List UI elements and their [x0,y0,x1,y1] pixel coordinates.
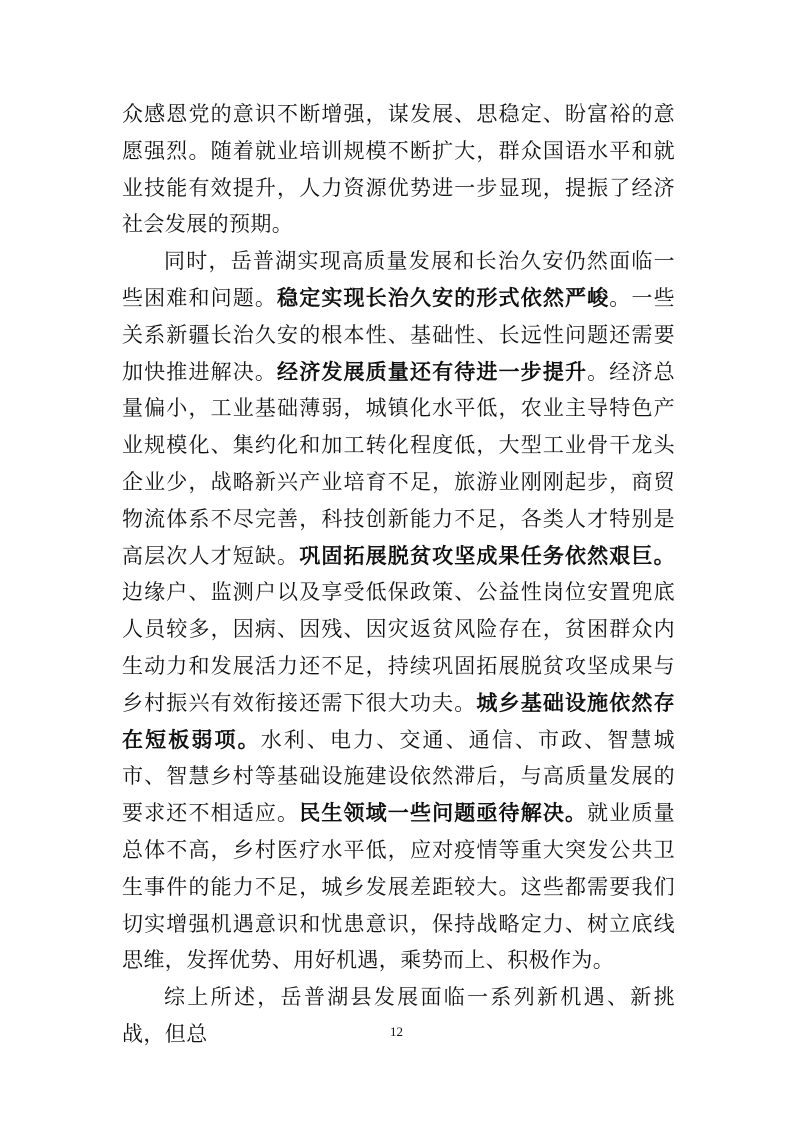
heading-economic-quality: 经济发展质量还有待进一步提升 [277,358,588,384]
paragraph-1-text: 众感恩党的意识不断增强，谋发展、思稳定、盼富裕的意愿强烈。随着就业培训规模不断扩大，群众国语水平和就业技能有效提升，人力资源优势进一步显现，提振了经济社会发展的预期。 [122,102,675,237]
heading-livelihood: 民生领域一些问题亟待解决。 [299,800,588,826]
heading-infrastructure: 城乡基础设施依然存在短板弱项。 [122,689,675,752]
body-text [122,96,675,1053]
poverty-alleviation-text: 边缘户、监测户以及享受低保政策、公益性岗位安置兜底人员较多，因病、因残、因灾返贫风险存在，贫困群众内生动力和发展活力还不足，持续巩固拓展脱贫攻坚成果与乡村振兴有效衔接还需下很大功夫。 [122,580,675,715]
heading-poverty-alleviation: 巩固拓展脱贫攻坚成果任务依然艰巨。 [299,542,675,568]
economic-quality-text: 。经济总量偏小，工业基础薄弱，城镇化水平低，农业主导特色产业规模化、集约化和加工转化程度低，大型工业骨干龙头企业少，战略新兴产业培育不足，旅游业刚刚起步，商贸物流体系不尽完善，科技创新能力不足，各类人才特别是高层次人才短缺。 [122,359,675,568]
heading-stability: 稳定实现长治久安的形式依然严峻 [277,284,610,310]
paragraph-3 [122,979,675,1053]
livelihood-text: 就业质量总体不高，乡村医疗水平低，应对疫情等重大突发公共卫生事件的能力不足，城乡发展差距较大。这些都需要我们切实增强机遇意识和忧患意识，保持战略定力、树立底线思维，发挥优势、用好机遇，乘势而上、积极作为。 [122,801,676,973]
paragraph-2-intro: 同时，岳普湖实现高质量发展和长治久安仍然面临一些困难和问题。 [122,249,675,310]
paragraph-1 [122,96,675,243]
stability-text: 。一些关系新疆长治久安的根本性、基础性、长远性问题还需要加快推进解决。 [122,285,675,384]
infrastructure-text: 水利、电力、交通、通信、市政、智慧城市、智慧乡村等基础设施建设依然滞后，与高质量发展的要求还不相适应。 [122,727,676,826]
paragraph-2 [122,243,675,979]
page-number: 12 [390,1024,403,1039]
paragraph-3-text: 综上所述，岳普湖县发展面临一系列新机遇、新挑战，但总 [122,985,675,1046]
